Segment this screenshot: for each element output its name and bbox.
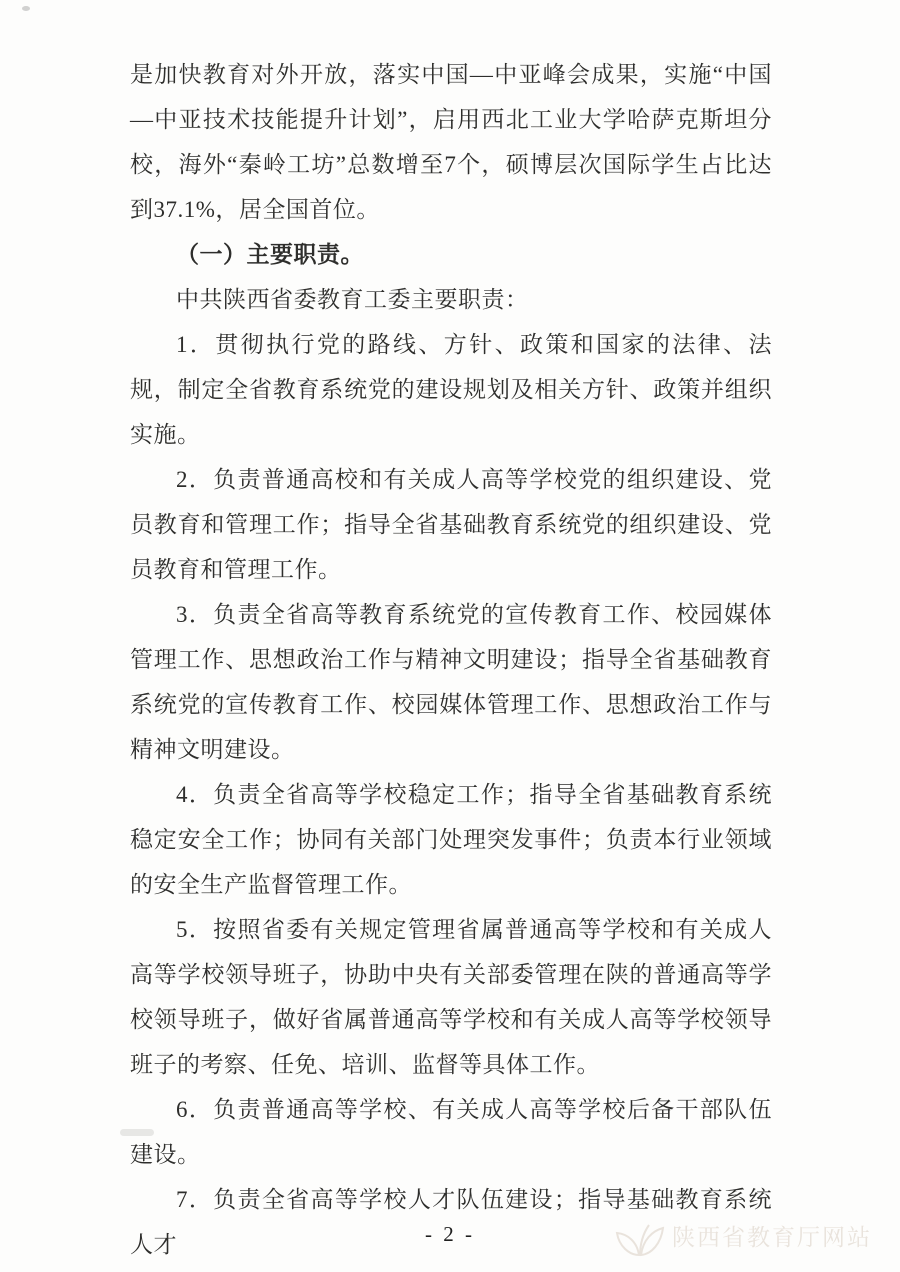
document-body bbox=[130, 52, 772, 1267]
section-heading: （一）主要职责。 bbox=[176, 242, 364, 267]
page-number: - 2 - bbox=[425, 1222, 475, 1246]
paragraph-duty-5: 5．按照省委有关规定管理省属普通高等学校和有关成人高等学校领导班子，协助中央有关部委管理在陕的普通高等学校领导班子，做好省属普通高等学校和有关成人高等学校领导班子的考察、任免、培训、监督等具体工作。 bbox=[130, 917, 772, 1077]
watermark-text: 陕西省教育厅网站 bbox=[672, 1224, 872, 1250]
paragraph-duty-3: 3．负责全省高等教育系统党的宣传教育工作、校园媒体管理工作、思想政治工作与精神文明建设；指导全省基础教育系统党的宣传教育工作、校园媒体管理工作、思想政治工作与精神文明建设。 bbox=[130, 602, 772, 762]
paragraph-continued: 是加快教育对外开放，落实中国—中亚峰会成果，实施“中国—中亚技术技能提升计划”，启用西北工业大学哈萨克斯坦分校，海外“秦岭工坊”总数增至7个，硕博层次国际学生占比达到37.1%，居全国首位。 bbox=[130, 62, 772, 222]
paragraph-duty-1: 1．贯彻执行党的路线、方针、政策和国家的法律、法规，制定全省教育系统党的建设规划及相关方针、政策并组织实施。 bbox=[130, 332, 772, 447]
paragraph-duty-7: 7．负责全省高等学校人才队伍建设；指导基础教育系统人才 bbox=[130, 1187, 772, 1257]
paragraph-duty-4: 4．负责全省高等学校稳定工作；指导全省基础教育系统稳定安全工作；协同有关部门处理突发事件；负责本行业领域的安全生产监督管理工作。 bbox=[130, 782, 772, 897]
paragraph-intro: 中共陕西省委教育工委主要职责： bbox=[176, 287, 529, 312]
paragraph-duty-6: 6．负责普通高等学校、有关成人高等学校后备干部队伍建设。 bbox=[130, 1097, 772, 1167]
scan-noise-speck bbox=[22, 6, 30, 11]
paragraph-duty-2: 2．负责普通高校和有关成人高等学校党的组织建设、党员教育和管理工作；指导全省基础教育系统党的组织建设、党员教育和管理工作。 bbox=[130, 467, 772, 582]
